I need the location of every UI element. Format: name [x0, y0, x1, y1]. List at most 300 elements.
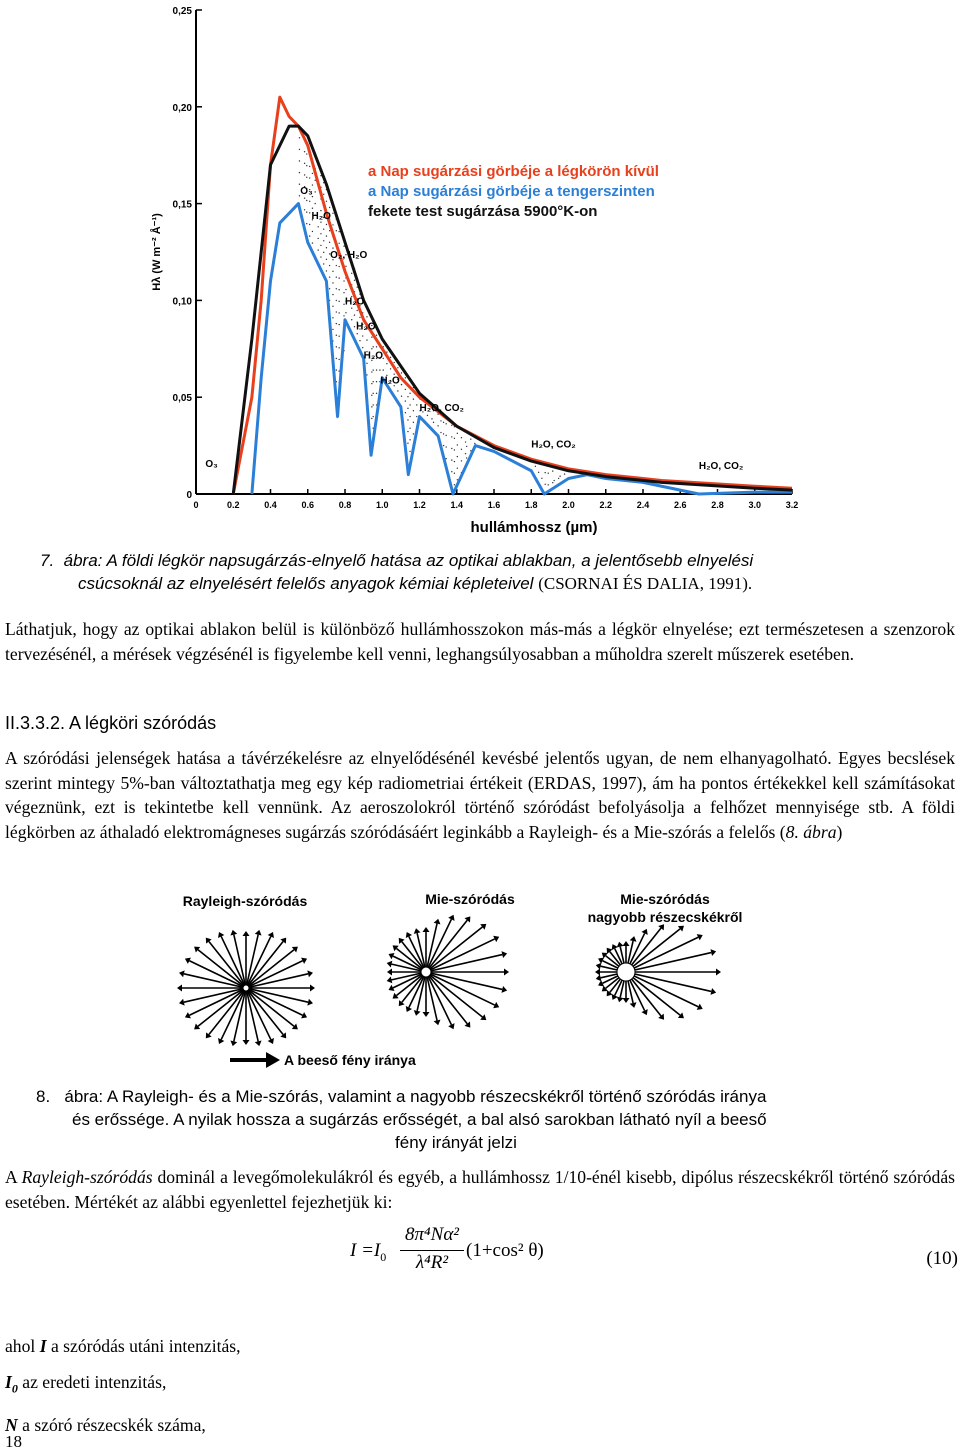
stipple-dot	[336, 311, 337, 312]
stipple-dot	[338, 289, 339, 290]
stipple-dot	[306, 223, 307, 224]
y-tick-label: 0,20	[172, 102, 192, 114]
x-tick-label: 1.2	[413, 500, 426, 510]
scatter-arrow-head	[307, 999, 313, 1006]
stipple-dot	[437, 425, 438, 426]
stipple-dot	[332, 247, 333, 248]
stipple-dot	[544, 484, 545, 485]
scatter-arrow-head	[595, 969, 600, 976]
incident-light-label: A beeső fény iránya	[284, 1052, 416, 1068]
scatter-arrow-head	[177, 985, 182, 992]
absorption-label: H₂O, CO₂	[419, 402, 464, 414]
stipple-dot	[326, 247, 327, 248]
stipple-dot	[332, 306, 333, 307]
stipple-dot	[326, 224, 327, 225]
y-axis-label: Hλ (W m⁻² Å⁻¹)	[151, 213, 163, 291]
stipple-dot	[451, 425, 452, 426]
scattering-diagram	[150, 880, 810, 1080]
scatter-arrow-head	[434, 1020, 441, 1026]
stipple-dot	[318, 249, 319, 250]
stipple-dot	[409, 451, 410, 452]
stipple-dot	[320, 245, 321, 246]
stipple-dot	[433, 422, 434, 423]
stipple-dot	[336, 300, 337, 301]
definition-symbol: I	[39, 1336, 47, 1356]
stipple-dot	[413, 433, 414, 434]
stipple-dot	[401, 384, 402, 385]
stipple-dot	[461, 449, 462, 450]
stipple-dot	[372, 346, 373, 347]
stipple-dot	[443, 422, 444, 423]
stipple-dot	[306, 165, 307, 166]
scatter-arrow-head	[501, 951, 507, 958]
stipple-dot	[538, 472, 539, 473]
stipple-dot	[309, 201, 310, 202]
stipple-dot	[466, 457, 467, 458]
stipple-dot	[413, 422, 414, 423]
scatter-arrow-head	[710, 988, 716, 995]
stipple-dot	[558, 478, 559, 479]
stipple-dot	[409, 439, 410, 440]
stipple-dot	[457, 467, 458, 468]
stipple-dot	[309, 212, 310, 213]
stipple-dot	[362, 335, 363, 336]
stipple-dot	[336, 369, 337, 370]
stipple-dot	[345, 289, 346, 290]
stipple-dot	[413, 398, 414, 399]
definition-symbol: N	[5, 1414, 18, 1435]
absorption-label: H₂O	[345, 296, 365, 308]
stipple-dot	[376, 335, 377, 336]
x-tick-label: 2.2	[599, 500, 613, 510]
absorption-label: H₂O, CO₂	[531, 439, 576, 451]
stipple-dot	[336, 288, 337, 289]
stipple-dot	[413, 410, 414, 411]
stipple-dot	[457, 433, 458, 434]
stipple-dot	[401, 396, 402, 397]
caption-line-2: és erőssége. A nyilak hossza a sugárzás erősségét, a bal alsó sarokban látható nyíl a beeső	[72, 1110, 767, 1129]
scatter-arrow-head	[434, 919, 441, 925]
stipple-dot	[401, 372, 402, 373]
stipple-dot	[454, 484, 455, 485]
definition-text: a szóródás utáni intenzitás,	[46, 1336, 241, 1356]
stipple-dot	[371, 348, 372, 349]
absorption-label: H₂O	[363, 350, 384, 362]
scatter-arrow-head	[630, 1002, 637, 1008]
stipple-dot	[312, 242, 313, 243]
rayleigh-term: Rayleigh-szóródás	[21, 1167, 153, 1187]
scatter-arrow-head	[255, 1041, 262, 1047]
stipple-dot	[445, 446, 446, 447]
stipple-dot	[357, 310, 358, 311]
stipple-dot	[359, 340, 360, 341]
x-tick-label: 0.2	[226, 500, 240, 510]
definition-subscript: 0	[11, 1381, 18, 1396]
stipple-dot	[394, 362, 395, 363]
fraction-bar	[400, 1250, 464, 1251]
section-heading: II.3.3.2. A légköri szóródás	[5, 713, 217, 733]
definition-prefix: ahol	[5, 1336, 40, 1356]
stipple-dot	[323, 228, 324, 229]
stipple-dot	[376, 369, 377, 370]
stipple-dot	[454, 461, 455, 462]
stipple-dot	[306, 211, 307, 212]
stipple-dot	[548, 473, 549, 474]
absorption-label: O₃	[300, 185, 313, 197]
stipple-dot	[440, 432, 441, 433]
scatter-arrow-head	[623, 941, 630, 946]
figure-reference: 8. ábra	[785, 822, 837, 843]
stipple-dot	[332, 271, 333, 272]
stipple-dot	[343, 280, 344, 281]
definition-item	[5, 1364, 241, 1407]
stipple-dot	[329, 265, 330, 266]
stipple-dot	[304, 151, 305, 152]
stipple-dot	[359, 317, 360, 318]
definition-item	[5, 1328, 241, 1364]
stipple-dot	[376, 346, 377, 347]
definitions-list	[5, 1328, 241, 1443]
stipple-dot	[461, 437, 462, 438]
scatter-arrow-head	[414, 1010, 421, 1016]
stipple-dot	[548, 484, 549, 485]
stipple-dot	[445, 458, 446, 459]
paragraph-rayleigh-b: dominál a levegőmolekulákról és egyéb, a hullámhossz 1/10-énél kisebb, dipólus részecskékről történő szóródás esetében. Mértékét az alábbi egyenlettel fejezhetjük ki:	[5, 1167, 955, 1212]
stipple-dot	[397, 390, 398, 391]
stipple-dot	[326, 270, 327, 271]
stipple-dot	[336, 230, 337, 231]
stipple-dot	[320, 233, 321, 234]
stipple-dot	[354, 280, 355, 281]
legend-entry: a Nap sugárzási görbéje a légkörön kívül	[368, 163, 659, 180]
stipple-dot	[329, 276, 330, 277]
absorption-label: H₂O, CO₂	[698, 460, 744, 472]
stipple-dot	[306, 177, 307, 178]
stipple-dot	[372, 404, 373, 405]
stipple-dot	[362, 347, 363, 348]
stipple-dot	[466, 446, 467, 447]
figure-7	[140, 0, 810, 545]
stipple-dot	[338, 266, 339, 267]
stipple-dot	[451, 459, 452, 460]
scatter-arrow-head	[307, 970, 313, 977]
equation-numerator: 8π⁴Nα²	[405, 1224, 459, 1245]
scatter-arrow-head	[716, 969, 721, 976]
stipple-dot	[323, 240, 324, 241]
stipple-dot	[320, 256, 321, 257]
stipple-dot	[304, 174, 305, 175]
x-tick-label: 1.6	[487, 500, 501, 510]
mie-scattering-arrows	[387, 915, 509, 1029]
stipple-dot	[336, 346, 337, 347]
stipple-dot	[427, 415, 428, 416]
caption-reference: (CSORNAI ÉS DALIA, 1991).	[538, 574, 753, 593]
stipple-dot	[345, 266, 346, 267]
stipple-dot	[552, 470, 553, 471]
scatter-arrow-head	[596, 963, 602, 970]
scatter-arrow-head	[243, 1040, 250, 1045]
paragraph-scattering	[5, 746, 955, 845]
mie-big-label-1: Mie-szóródás	[620, 891, 710, 907]
caption-text-2: csúcsoknál az elnyelésért felelős anyagok kémiai képleteivel	[78, 574, 534, 593]
scatter-arrow-head	[501, 986, 507, 993]
stipple-dot	[332, 213, 333, 214]
legend-entry: a Nap sugárzási görbéje a tengerszinten	[368, 183, 655, 200]
stipple-dot	[465, 441, 466, 442]
stipple-dot	[336, 276, 337, 277]
stipple-dot	[409, 427, 410, 428]
stipple-dot	[405, 400, 406, 401]
series-line-1	[252, 204, 792, 494]
stipple-dot	[409, 404, 410, 405]
stipple-dot	[338, 312, 339, 313]
stipple-dot	[416, 404, 417, 405]
caption-line-1: ábra: A Rayleigh- és a Mie-szórás, valamint a nagyobb részecskékről történő szóródás iránya	[64, 1087, 767, 1106]
stipple-dot	[338, 347, 339, 348]
y-tick-label: 0,25	[172, 6, 192, 17]
x-tick-label: 2.4	[636, 500, 650, 510]
stipple-dot	[336, 335, 337, 336]
stipple-dot	[323, 194, 324, 195]
stipple-dot	[371, 371, 372, 372]
stipple-dot	[329, 242, 330, 243]
stipple-dot	[371, 406, 372, 407]
stipple-dot	[409, 416, 410, 417]
definition-item	[5, 1407, 241, 1443]
stipple-dot	[461, 460, 462, 461]
stipple-dot	[386, 363, 387, 364]
equation-number: (10)	[926, 1248, 958, 1269]
legend-entry: fekete test sugárzása 5900°K-on	[368, 203, 598, 220]
stipple-dot	[372, 393, 373, 394]
stipple-dot	[394, 373, 395, 374]
scatter-arrow-head	[630, 936, 637, 942]
stipple-dot	[445, 423, 446, 424]
figure-8	[150, 880, 810, 1080]
stipple-dot	[354, 326, 355, 327]
stipple-dot	[304, 197, 305, 198]
x-tick-label: 0.4	[264, 500, 277, 510]
x-tick-label: 3.2	[785, 500, 799, 510]
stipple-dot	[454, 438, 455, 439]
stipple-dot	[332, 294, 333, 295]
stipple-dot	[299, 160, 300, 161]
scatter-arrow-head	[179, 999, 185, 1006]
stipple-dot	[312, 208, 313, 209]
stipple-dot	[405, 377, 406, 378]
scatter-arrow-head	[310, 985, 315, 992]
stipple-dot	[366, 316, 367, 317]
scatter-arrow-head	[179, 970, 185, 977]
paragraph-scattering-text: A szóródási jelenségek hatása a távérzékelésre az elnyelődésénél kevésbé jelentős ugyan, de nem elhanyagolható. Egyes becslések szerint mintegy 5%-ban változtathatja meg egy kép radiometriai értékeit (ERDAS, 1997), ám ha pontos értékekkel kell számításokat végeznünk, ezt is tekintetbe kell vennünk. Az aeroszolokról történő szóródást befolyásolja a felhőzet mennyisége stb. A földi légkörben az áthaladó elektromágneses sugárzás szóródásáért leginkább a Rayleigh- és a Mie-szórás a felelős (	[5, 748, 955, 843]
caption-text: ábra: A földi légkör napsugárzás-elnyelő hatása az optikai ablakban, a jelentősebb elnyelési	[63, 551, 754, 570]
stipple-dot	[343, 292, 344, 293]
page-number: 18	[5, 1432, 22, 1451]
stipple-dot	[329, 230, 330, 231]
x-tick-label: 0.6	[301, 500, 315, 510]
paragraph-optical-window: Láthatjuk, hogy az optikai ablakon belül is különböző hullámhosszokon más-más a légkör elnyelése; ezt természetesen a szenzorok tervezésénél, a mérések végzésénél is figyelembe kell venni, leghangsúlyosabban a műholdra szerelt műszerek esetében.	[5, 619, 955, 664]
stipple-dot	[338, 243, 339, 244]
absorption-label: H₂O	[380, 375, 400, 387]
stipple-dot	[559, 476, 560, 477]
equation-10	[350, 1222, 960, 1282]
definition-symbol: I	[5, 1372, 12, 1392]
equation-lhs-sub: 0	[380, 1249, 387, 1264]
stipple-dot	[416, 416, 417, 417]
stipple-dot	[376, 393, 377, 394]
stipple-dot	[336, 323, 337, 324]
stipple-dot	[343, 315, 344, 316]
stipple-dot	[332, 317, 333, 318]
figure-8-caption	[36, 1085, 936, 1154]
stipple-dot	[318, 238, 319, 239]
stipple-dot	[372, 381, 373, 382]
stipple-dot	[309, 177, 310, 178]
caption-line-3: fény irányát jelzi	[395, 1133, 517, 1152]
scatter-arrow-head	[243, 931, 250, 936]
stipple-dot	[431, 418, 432, 419]
stipple-dot	[315, 191, 316, 192]
stipple-dot	[474, 443, 475, 444]
stipple-dot	[332, 282, 333, 283]
y-tick-label: 0	[186, 490, 192, 501]
stipple-dot	[372, 369, 373, 370]
stipple-dot	[309, 224, 310, 225]
stipple-dot	[390, 357, 391, 358]
stipple-dot	[445, 435, 446, 436]
scatter-arrow-head	[387, 976, 393, 983]
incident-light-arrow	[230, 1052, 280, 1068]
scatter-arrow-head	[423, 927, 430, 932]
stipple-dot	[354, 314, 355, 315]
stipple-dot	[451, 436, 452, 437]
stipple-dot	[376, 381, 377, 382]
scatter-arrow-head	[423, 1012, 430, 1017]
x-tick-label: 2.8	[711, 500, 724, 510]
scatter-arrow-head	[623, 998, 630, 1003]
scatter-arrow-head	[617, 997, 624, 1003]
stipple-dot	[409, 393, 410, 394]
stipple-dot	[366, 339, 367, 340]
stipple-dot	[457, 456, 458, 457]
stipple-dot	[366, 374, 367, 375]
absorption-label: O₂, H₂O	[330, 249, 368, 261]
stipple-dot	[405, 412, 406, 413]
mie-big-label-2: nagyobb részecskékről	[587, 909, 743, 925]
stipple-dot	[315, 203, 316, 204]
rayleigh-scattering-arrows	[177, 930, 315, 1046]
stipple-dot	[397, 367, 398, 368]
definition-text: az eredeti intenzitás,	[17, 1372, 167, 1392]
scatter-arrow-head	[230, 1041, 237, 1047]
stipple-dot	[372, 416, 373, 417]
scatter-arrow-head	[414, 928, 421, 934]
stipple-dot	[383, 369, 384, 370]
stipple-dot	[564, 473, 565, 474]
equation-lhs: I =I	[350, 1240, 381, 1261]
x-tick-label: 2.0	[562, 500, 575, 510]
stipple-dot	[470, 438, 471, 439]
x-axis-label: hullámhossz (µm)	[470, 519, 598, 536]
stipple-dot	[407, 442, 408, 443]
scatter-arrow-head	[387, 961, 393, 968]
stipple-dot	[405, 389, 406, 390]
stipple-dot	[465, 453, 466, 454]
stipple-dot	[379, 369, 380, 370]
stipple-dot	[323, 252, 324, 253]
scatter-arrow-head	[255, 930, 262, 936]
stipple-dot	[535, 466, 536, 467]
x-tick-label: 1.0	[375, 500, 389, 510]
scatter-arrow-head	[230, 930, 237, 936]
x-tick-label: 0	[193, 500, 199, 510]
y-tick-label: 0,15	[172, 199, 192, 211]
definition-text: a szóró részecskék száma,	[17, 1414, 206, 1435]
scatter-arrow-head	[504, 969, 509, 976]
stipple-dot	[371, 336, 372, 337]
stipple-dot	[326, 235, 327, 236]
stipple-dot	[351, 273, 352, 274]
paragraph-rayleigh-a: A	[5, 1167, 22, 1187]
stipple-dot	[443, 433, 444, 434]
x-tick-label: 1.4	[450, 500, 464, 510]
stipple-dot	[332, 224, 333, 225]
stipple-dot	[338, 359, 339, 360]
paragraph-scattering-close: )	[836, 822, 843, 843]
stipple-dot	[332, 329, 333, 330]
stipple-dot	[306, 200, 307, 201]
stipple-dot	[544, 472, 545, 473]
stipple-dot	[299, 137, 300, 138]
scatter-arrow-head	[710, 949, 716, 956]
stipple-dot	[338, 277, 339, 278]
stipple-dot	[299, 149, 300, 150]
absorption-label: H₂O	[311, 211, 331, 223]
figure-7-caption	[40, 549, 940, 595]
stipple-dot	[457, 444, 458, 445]
stipple-dot	[336, 358, 337, 359]
stipple-dot	[318, 226, 319, 227]
stipple-dot	[329, 207, 330, 208]
mie-label: Mie-szóródás	[425, 891, 515, 907]
particle	[421, 967, 431, 977]
stipple-dot	[329, 288, 330, 289]
stipple-dot	[407, 408, 408, 409]
stipple-dot	[407, 431, 408, 432]
stipple-dot	[306, 153, 307, 154]
paragraph-rayleigh	[5, 1165, 955, 1214]
caption-number: 7.	[40, 551, 55, 570]
stipple-dot	[338, 336, 339, 337]
stipple-dot	[345, 312, 346, 313]
equation-denominator: λ⁴R²	[415, 1252, 449, 1273]
stipple-dot	[357, 333, 358, 334]
stipple-dot	[454, 472, 455, 473]
stipple-dot	[336, 265, 337, 266]
stipple-dot	[371, 395, 372, 396]
stipple-dot	[371, 383, 372, 384]
stipple-dot	[351, 319, 352, 320]
stipple-dot	[553, 480, 554, 481]
scatter-arrow-head	[617, 942, 624, 948]
stipple-dot	[371, 418, 372, 419]
stipple-dot	[338, 324, 339, 325]
absorption-label: H₂O	[356, 321, 376, 333]
solar-spectrum-chart	[140, 0, 810, 545]
stipple-dot	[451, 471, 452, 472]
stipple-dot	[309, 235, 310, 236]
x-tick-label: 0.8	[338, 500, 352, 510]
